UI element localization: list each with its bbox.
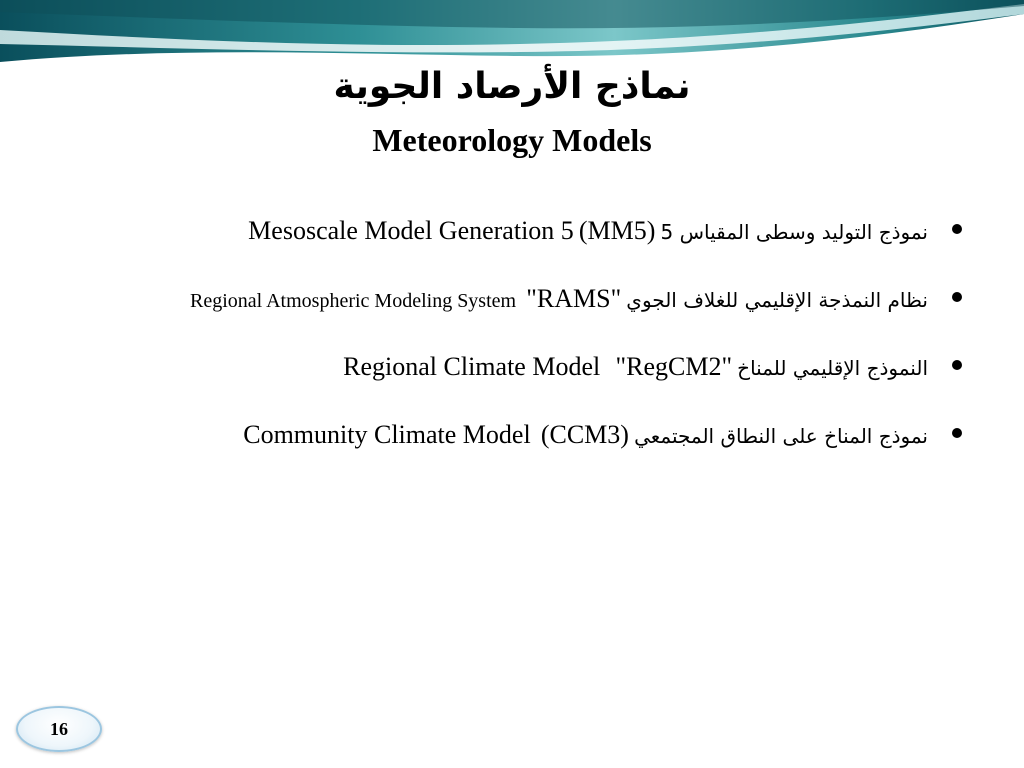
model-name-ar: نموذج المناخ على النطاق المجتمعي: [634, 424, 928, 448]
model-list: [40, 216, 964, 488]
model-abbreviation: (MM5): [578, 216, 656, 245]
slide-title-english: Meteorology Models: [372, 122, 652, 158]
list-item: [40, 420, 964, 488]
model-name-ar: النموذج الإقليمي للمناخ: [737, 356, 928, 380]
list-item: [40, 352, 964, 420]
bullet-icon: [952, 428, 962, 438]
model-name-ar: نظام النمذجة الإقليمي للغلاف الجوي: [626, 288, 928, 312]
model-name-en: Regional Climate Model: [343, 352, 601, 381]
header-wave-banner: [0, 0, 1024, 62]
list-item: [40, 216, 964, 284]
page-number-badge: 16: [16, 706, 102, 752]
model-abbreviation: (CCM3): [540, 420, 629, 449]
model-name-en: Regional Atmospheric Modeling System: [190, 290, 517, 312]
list-item: [40, 284, 964, 352]
bullet-icon: [952, 360, 962, 370]
slide-title-arabic: نماذج الأرصاد الجوية: [333, 66, 691, 107]
model-name-en: Community Climate Model: [243, 420, 531, 449]
model-name-ar: نموذج التوليد وسطى المقياس 5: [660, 220, 928, 244]
bullet-icon: [952, 224, 962, 234]
model-abbreviation: "RAMS": [526, 284, 622, 313]
bullet-icon: [952, 292, 962, 302]
model-name-en: Mesoscale Model Generation 5: [248, 216, 574, 245]
model-abbreviation: "RegCM2": [615, 352, 733, 381]
